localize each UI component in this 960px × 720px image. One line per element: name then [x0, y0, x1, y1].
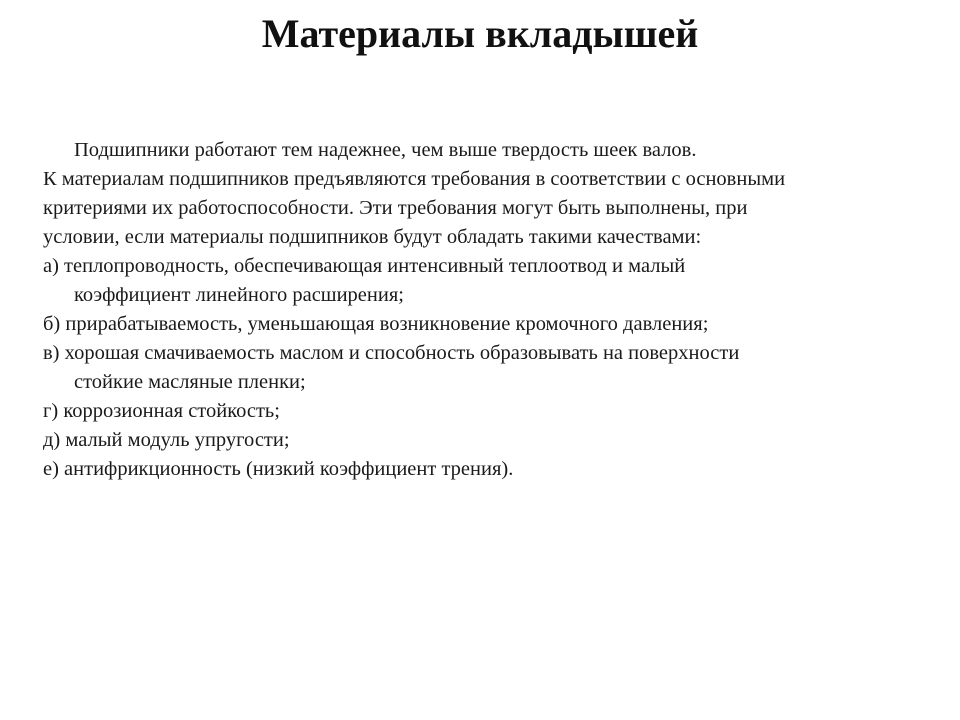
list-item-d: д) малый модуль упругости; [43, 429, 290, 451]
paragraph-line: критериями их работоспособности. Эти требования могут быть выполнены, при [43, 197, 748, 219]
slide-title: Материалы вкладышей [261, 11, 699, 56]
list-item-g: г) коррозионная стойкость; [43, 400, 280, 422]
list-item-v-continuation: стойкие масляные пленки; [74, 371, 306, 393]
slide-body [43, 136, 923, 484]
list-item-v: в) хорошая смачиваемость маслом и способность образовывать на поверхности [43, 342, 740, 364]
list-item-a: а) теплопроводность, обеспечивающая интенсивный теплоотвод и малый [43, 255, 686, 277]
paragraph-intro: Подшипники работают тем надежнее, чем выше твердость шеек валов. [74, 139, 697, 161]
paragraph-line: условии, если материалы подшипников будут обладать такими качествами: [43, 226, 702, 248]
list-item-b: б) прирабатываемость, уменьшающая возникновение кромочного давления; [43, 313, 709, 335]
list-item-a-continuation: коэффициент линейного расширения; [74, 284, 404, 306]
paragraph-line: К материалам подшипников предъявляются требования в соответствии с основными [43, 168, 786, 190]
list-item-e: е) антифрикционность (низкий коэффициент трения). [43, 458, 514, 480]
